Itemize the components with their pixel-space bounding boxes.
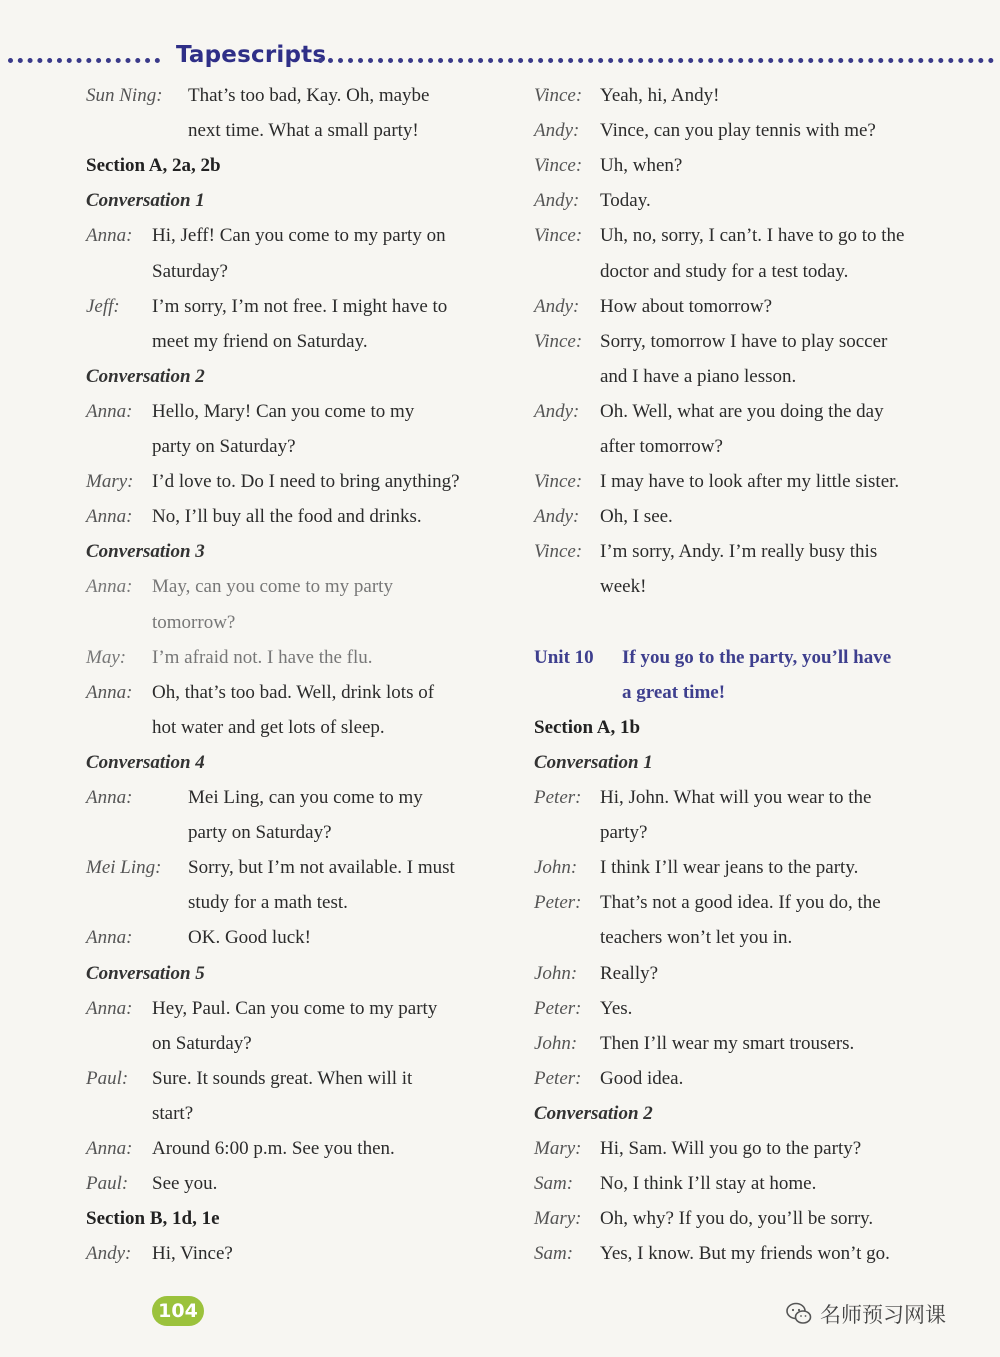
dialogue-text: hot water and get lots of sleep. <box>152 717 385 738</box>
dialogue-text: party on Saturday? <box>152 436 296 457</box>
conversation-heading: Conversation 2 <box>534 1103 653 1124</box>
speaker-name: Peter: <box>534 787 582 808</box>
dialogue-text: Yes, I know. But my friends won’t go. <box>600 1243 890 1264</box>
dialogue-text: OK. Good luck! <box>188 927 311 948</box>
dialogue-text: on Saturday? <box>152 1033 252 1054</box>
speaker-name: Vince: <box>534 331 583 352</box>
dialogue-text: Around 6:00 p.m. See you then. <box>152 1138 395 1159</box>
conversation-heading: Conversation 4 <box>86 752 205 773</box>
speaker-name: John: <box>534 857 578 878</box>
dialogue-text: Uh, no, sorry, I can’t. I have to go to the <box>600 225 905 246</box>
dialogue-text: I’m afraid not. I have the flu. <box>152 647 373 668</box>
speaker-name: Vince: <box>534 225 583 246</box>
dialogue-text: I may have to look after my little sister. <box>600 471 900 492</box>
speaker-name: Andy: <box>534 506 580 527</box>
speaker-name: Peter: <box>534 892 582 913</box>
page-number-badge: 104 <box>152 1296 204 1326</box>
speaker-name: Peter: <box>534 998 582 1019</box>
dialogue-text: Oh, I see. <box>600 506 673 527</box>
section-heading: Section B, 1d, 1e <box>86 1208 220 1229</box>
speaker-name: Sun Ning: <box>86 85 163 106</box>
speaker-name: Mary: <box>86 471 134 492</box>
dialogue-text: Mei Ling, can you come to my <box>188 787 423 808</box>
unit-title-text: a great time! <box>622 682 726 703</box>
conversation-heading: Conversation 1 <box>534 752 653 773</box>
dialogue-text: after tomorrow? <box>600 436 723 457</box>
dialogue-text: Saturday? <box>152 261 228 282</box>
dialogue-text: teachers won’t let you in. <box>600 927 793 948</box>
dialogue-text: week! <box>600 576 647 597</box>
watermark-text: 名师预习网课 <box>820 1303 946 1327</box>
dialogue-text: Today. <box>600 190 651 211</box>
wechat-icon <box>786 1302 812 1326</box>
speaker-name: Mei Ling: <box>86 857 162 878</box>
speaker-name: Sam: <box>534 1173 574 1194</box>
dialogue-text: I’d love to. Do I need to bring anything? <box>152 471 460 492</box>
speaker-name: Anna: <box>86 225 133 246</box>
speaker-name: Mary: <box>534 1208 582 1229</box>
dialogue-text: Yes. <box>600 998 633 1019</box>
dialogue-text: Hey, Paul. Can you come to my party <box>152 998 438 1019</box>
dialogue-text: See you. <box>152 1173 218 1194</box>
dialogue-text: start? <box>152 1103 194 1124</box>
page-title: Tapescripts <box>176 42 327 68</box>
dialogue-text: Good idea. <box>600 1068 684 1089</box>
dialogue-text: May, can you come to my party <box>152 576 393 597</box>
conversation-heading: Conversation 2 <box>86 366 205 387</box>
dialogue-text: party on Saturday? <box>188 822 332 843</box>
speaker-name: Andy: <box>534 190 580 211</box>
speaker-name: John: <box>534 1033 578 1054</box>
speaker-name: Andy: <box>86 1243 132 1264</box>
speaker-name: Andy: <box>534 296 580 317</box>
dialogue-text: I’m sorry, Andy. I’m really busy this <box>600 541 878 562</box>
dialogue-text: Hi, Jeff! Can you come to my party on <box>152 225 446 246</box>
speaker-name: Anna: <box>86 576 133 597</box>
dialogue-text: Oh, that’s too bad. Well, drink lots of <box>152 682 435 703</box>
dialogue-text: Vince, can you play tennis with me? <box>600 120 876 141</box>
speaker-name: Mary: <box>534 1138 582 1159</box>
dialogue-text: Sorry, tomorrow I have to play soccer <box>600 331 888 352</box>
speaker-name: Andy: <box>534 120 580 141</box>
section-heading: Section A, 1b <box>534 717 641 738</box>
speaker-name: Anna: <box>86 1138 133 1159</box>
speaker-name: Anna: <box>86 401 133 422</box>
dialogue-text: Oh, why? If you do, you’ll be sorry. <box>600 1208 874 1229</box>
speaker-name: Anna: <box>86 998 133 1019</box>
header-dotted-rule-right <box>318 58 994 63</box>
dialogue-text: Hello, Mary! Can you come to my <box>152 401 415 422</box>
dialogue-text: party? <box>600 822 648 843</box>
dialogue-text: Really? <box>600 963 659 984</box>
speaker-name: Andy: <box>534 401 580 422</box>
unit-label: Unit 10 <box>534 647 594 668</box>
dialogue-text: Hi, Sam. Will you go to the party? <box>600 1138 862 1159</box>
dialogue-text: Oh. Well, what are you doing the day <box>600 401 884 422</box>
dialogue-text: Uh, when? <box>600 155 683 176</box>
dialogue-text: No, I’ll buy all the food and drinks. <box>152 506 422 527</box>
dialogue-text: Sorry, but I’m not available. I must <box>188 857 455 878</box>
speaker-name: Anna: <box>86 682 133 703</box>
dialogue-text: That’s too bad, Kay. Oh, maybe <box>188 85 430 106</box>
speaker-name: Sam: <box>534 1243 574 1264</box>
dialogue-text: How about tomorrow? <box>600 296 773 317</box>
dialogue-text: tomorrow? <box>152 612 236 633</box>
header-dotted-rule-left <box>8 58 160 63</box>
dialogue-text: That’s not a good idea. If you do, the <box>600 892 881 913</box>
conversation-heading: Conversation 1 <box>86 190 205 211</box>
section-heading: Section A, 2a, 2b <box>86 155 221 176</box>
speaker-name: Paul: <box>86 1173 129 1194</box>
dialogue-text: Hi, John. What will you wear to the <box>600 787 872 808</box>
speaker-name: John: <box>534 963 578 984</box>
dialogue-text: meet my friend on Saturday. <box>152 331 368 352</box>
speaker-name: Vince: <box>534 85 583 106</box>
dialogue-text: doctor and study for a test today. <box>600 261 849 282</box>
speaker-name: Anna: <box>86 927 133 948</box>
unit-title-text: If you go to the party, you’ll have <box>622 647 892 668</box>
conversation-heading: Conversation 3 <box>86 541 205 562</box>
speaker-name: Anna: <box>86 787 133 808</box>
dialogue-text: study for a math test. <box>188 892 348 913</box>
dialogue-text: No, I think I’ll stay at home. <box>600 1173 817 1194</box>
dialogue-text: I’m sorry, I’m not free. I might have to <box>152 296 448 317</box>
speaker-name: Peter: <box>534 1068 582 1089</box>
dialogue-text: Sure. It sounds great. When will it <box>152 1068 413 1089</box>
conversation-heading: Conversation 5 <box>86 963 205 984</box>
dialogue-text: next time. What a small party! <box>188 120 419 141</box>
dialogue-text: Then I’ll wear my smart trousers. <box>600 1033 855 1054</box>
speaker-name: May: <box>86 647 127 668</box>
speaker-name: Vince: <box>534 541 583 562</box>
speaker-name: Paul: <box>86 1068 129 1089</box>
speaker-name: Vince: <box>534 155 583 176</box>
speaker-name: Anna: <box>86 506 133 527</box>
speaker-name: Vince: <box>534 471 583 492</box>
page-header <box>0 40 1000 80</box>
dialogue-text: I think I’ll wear jeans to the party. <box>600 857 859 878</box>
dialogue-text: Hi, Vince? <box>152 1243 233 1264</box>
dialogue-text: and I have a piano lesson. <box>600 366 797 387</box>
speaker-name: Jeff: <box>86 296 120 317</box>
dialogue-text: Yeah, hi, Andy! <box>600 85 720 106</box>
